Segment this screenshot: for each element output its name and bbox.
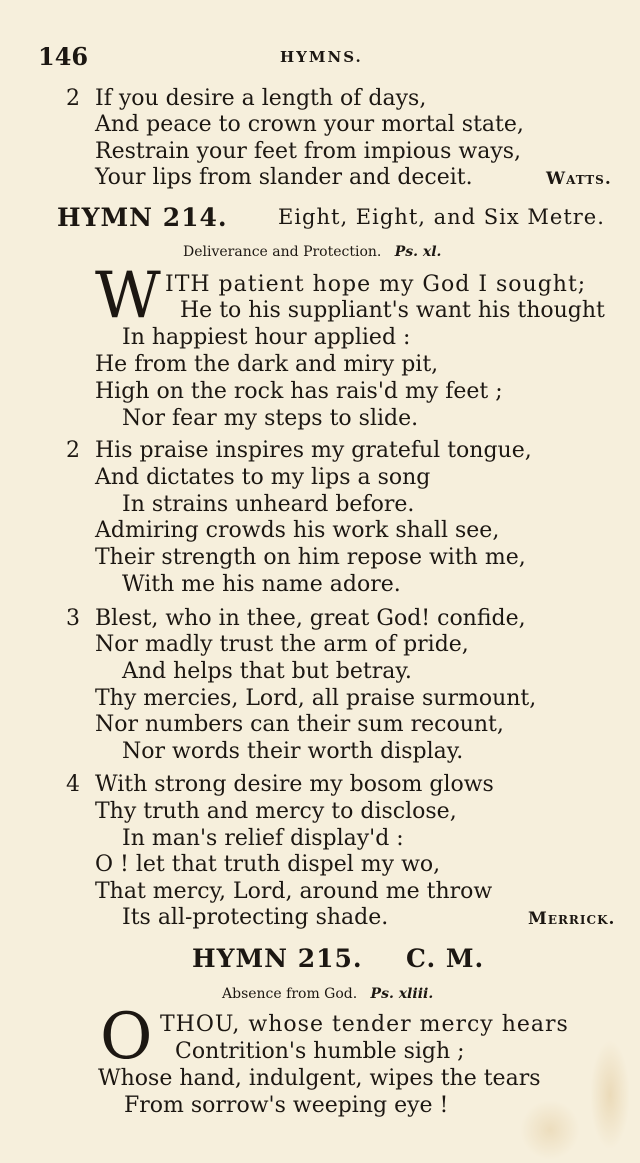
- verse-line: ITH patient hope my God I sought;: [165, 272, 587, 297]
- subtitle-text: Absence from God.: [222, 986, 358, 1002]
- verse-line: That mercy, Lord, around me throw: [95, 879, 493, 904]
- verse-line: Nor numbers can their sum recount,: [95, 712, 504, 737]
- hymn-meter: Eight, Eight, and Six Metre.: [278, 205, 605, 229]
- verse-line: Thy truth and mercy to disclose,: [95, 799, 457, 824]
- verse-line: And helps that but betray.: [122, 659, 412, 684]
- verse-line: High on the rock has rais'd my feet ;: [95, 379, 503, 404]
- stanza-number: 4: [66, 772, 80, 797]
- verse-line: He to his suppliant's want his thought: [180, 298, 605, 323]
- verse-line: Nor madly trust the arm of pride,: [95, 632, 469, 657]
- paper-stain: [590, 1040, 630, 1150]
- drop-cap: W: [95, 259, 161, 333]
- verse-line: His praise inspires my grateful tongue,: [95, 438, 532, 463]
- verse-line: In strains unheard before.: [122, 492, 415, 517]
- verse-line: He from the dark and miry pit,: [95, 352, 439, 377]
- running-head: HYMNS.: [280, 48, 363, 66]
- verse-line: From sorrow's weeping eye !: [124, 1093, 449, 1118]
- hymn-meter: C. M.: [406, 944, 485, 973]
- verse-line: Its all-protecting shade.: [122, 905, 389, 930]
- verse-line: In happiest hour applied :: [122, 325, 411, 350]
- verse-line: With strong desire my bosom glows: [95, 772, 494, 797]
- author-attribution: Merrick.: [528, 909, 616, 929]
- verse-line: Whose hand, indulgent, wipes the tears: [98, 1066, 541, 1091]
- page-number: 146: [38, 42, 89, 71]
- stanza-number: 3: [66, 606, 80, 631]
- hymn-subtitle: [222, 984, 433, 1004]
- hymn-subtitle: [183, 242, 441, 262]
- drop-cap: O: [100, 1000, 153, 1074]
- verse-line: O ! let that truth dispel my wo,: [95, 852, 441, 877]
- stanza-number: 2: [66, 86, 80, 111]
- verse-line: If you desire a length of days,: [95, 86, 427, 111]
- verse-line: In man's relief display'd :: [122, 826, 404, 851]
- verse-line: Their strength on him repose with me,: [95, 545, 526, 570]
- hymn-title: HYMN 214.: [57, 203, 228, 232]
- page-header: [0, 38, 640, 78]
- subtitle-text: Deliverance and Protection.: [183, 244, 382, 260]
- verse-line: Thy mercies, Lord, all praise surmount,: [95, 686, 537, 711]
- verse-line: Blest, who in thee, great God! confide,: [95, 606, 526, 631]
- psalm-reference: Ps. xliii.: [370, 986, 434, 1002]
- verse-line: Contrition's humble sigh ;: [175, 1039, 465, 1064]
- author-attribution: Watts.: [546, 169, 612, 189]
- hymn-title: HYMN 215.: [192, 944, 363, 973]
- paper-stain: [520, 1100, 580, 1160]
- psalm-reference: Ps. xl.: [394, 244, 442, 260]
- verse-line: And peace to crown your mortal state,: [95, 112, 524, 137]
- verse-line: Your lips from slander and deceit.: [95, 165, 473, 190]
- verse-line: Restrain your feet from impious ways,: [95, 139, 522, 164]
- verse-line: THOU, whose tender mercy hears: [160, 1012, 569, 1037]
- verse-line: Nor fear my steps to slide.: [122, 406, 419, 431]
- stanza-number: 2: [66, 438, 80, 463]
- verse-line: Admiring crowds his work shall see,: [95, 518, 500, 543]
- verse-line: With me his name adore.: [122, 572, 401, 597]
- verse-line: And dictates to my lips a song: [95, 465, 431, 490]
- verse-line: Nor words their worth display.: [122, 739, 464, 764]
